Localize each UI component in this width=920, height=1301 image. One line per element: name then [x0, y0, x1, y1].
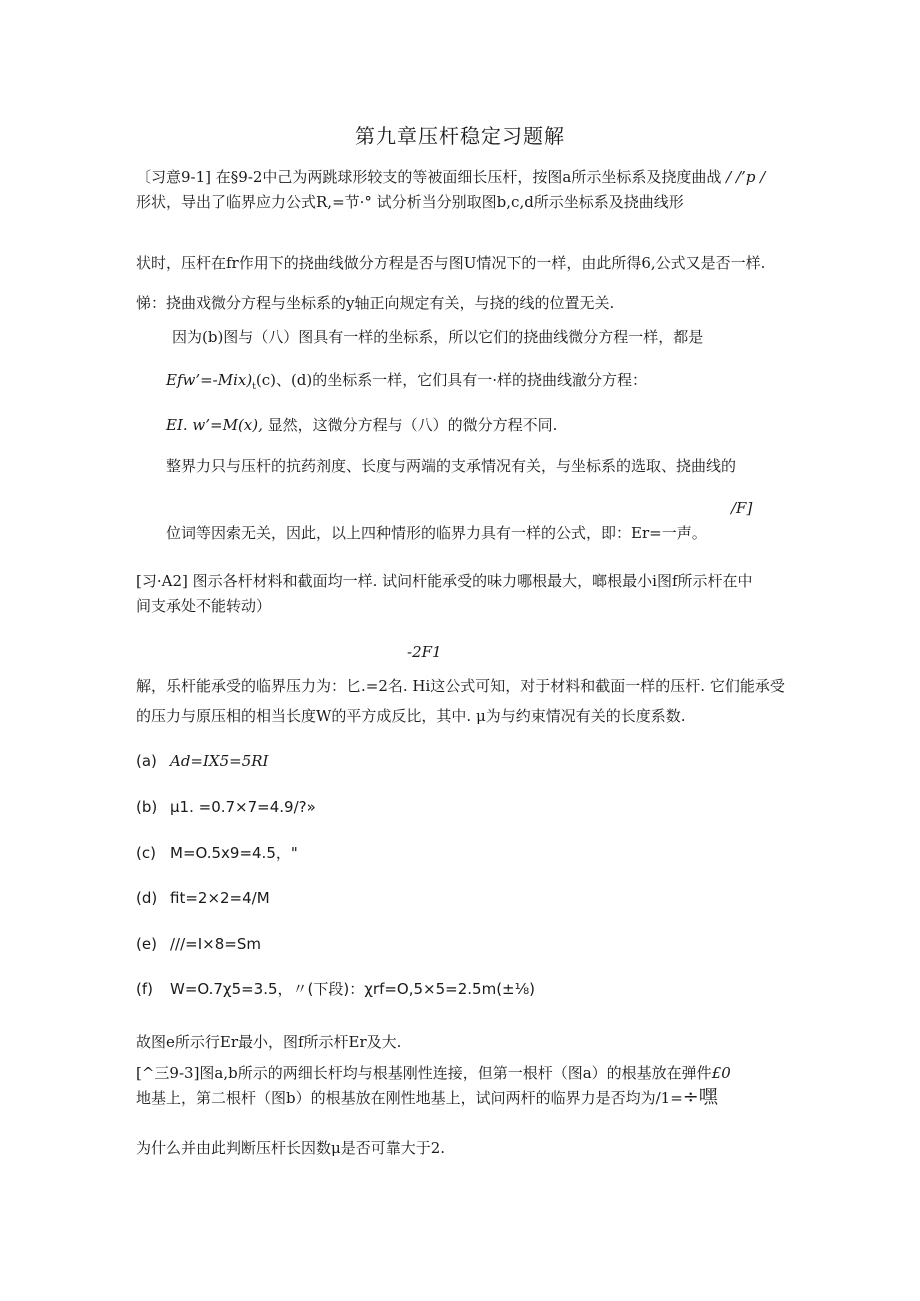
deflection-curve-formula: / /’p /: [726, 168, 766, 186]
solution-9-1-line-4: [166, 415, 557, 435]
solution-9-1-line-6: 位词等因索无关，因此，以上四种情形的临界力具有一样的公式，即：Er=一声。: [166, 524, 707, 542]
problem-9-3-text: [^三9-3]图a,b所示的两细长杆均与根基刚性连接，但第一根杆（图a）的根基放在弹件: [136, 1064, 712, 1082]
critical-force-formula-fragment: /F]: [731, 499, 753, 517]
solution-9-1-text: (c)、(d)的坐标系一样，它们具有一·样的挠曲线澈分方程：: [255, 371, 648, 389]
item-value: Ad=IX5=5RI: [170, 752, 269, 770]
item-label: (a): [136, 752, 157, 770]
item-label: (b): [136, 798, 158, 816]
item-label: (c): [136, 844, 156, 862]
list-item: [136, 934, 261, 954]
problem-9-1-text: 〔习意9-1] 在§9-2中己为两跳球形较支的等被面细长压杆，按图a所示坐标系及挠度曲战: [136, 168, 722, 186]
solution-9-1-line-3: [166, 370, 647, 397]
item-value: M=O.5x9=4.5，": [170, 844, 298, 862]
problem-9-3-text-2: 地基上，第二根杆（图b）的根基放在刚性地基上，试问两杆的临界力是否均为/1=: [136, 1089, 683, 1107]
problem-9-2-line-2: 间支承处不能转动）: [136, 597, 272, 615]
differential-equation-formula-2: EI. w’=M(x),: [166, 416, 263, 434]
problem-9-3-line-1: [136, 1063, 731, 1083]
formula-subscript: t: [252, 382, 256, 392]
solution-9-2-line-1: 解，乐杆能承受的临界压力为：匕.=2名. Hi这公式可知，对于材料和截面一样的压杆. 它们能承受: [136, 677, 785, 695]
solution-9-1-line-1: 悌：挠曲戏微分方程与坐标系的y轴正向规定有关，与挠的线的位置无关.: [136, 294, 615, 312]
page-title: 第九章压杆稳定习题解: [355, 124, 565, 148]
problem-9-1-line-2: 形状，导出了临界应力公式R,=节·° 试分析当分别取图b,c,d所示坐标系及挠曲线形: [136, 193, 684, 211]
item-label: (e): [136, 935, 157, 953]
item-value: μ1. =0.7×7=4.9/?»: [170, 798, 316, 816]
list-item: [136, 797, 316, 817]
list-item: [136, 888, 270, 908]
item-value: ///=I×8=Sm: [170, 935, 261, 953]
item-value: fit=2×2=4/M: [170, 889, 270, 907]
problem-9-2-line-1: [习·A2] 图示各杆材料和截面均一样. 试问杆能承受的味力哪根最大，啷根最小i图f所示杆在中: [136, 572, 753, 590]
list-item: [136, 843, 298, 863]
solution-9-2-line-2: 的压力与原压相的相当长度W的平方成反比，其中. μ为与约束情况有关的长度系数.: [136, 707, 686, 725]
solution-9-1-text-2: 显然，这微分方程与（八）的微分方程不同.: [267, 416, 558, 434]
item-value: W=O.7χ5=3.5，〃(下段)：χrf=O,5×5=2.5m(±⅛): [170, 980, 536, 998]
solution-9-1-line-5: 整界力只与压杆的抗药剂度、长度与两端的支承情况有关，与坐标系的选取、挠曲线的: [166, 457, 737, 475]
problem-9-3-line-2: [136, 1087, 718, 1108]
conclusion-9-2: 故图e所示行Er最小，图f所示杆Er及大.: [136, 1033, 402, 1051]
list-item: [136, 751, 268, 771]
problem-9-1-line-3: 状时，压杆在fr作用下的挠曲线做分方程是否与图U情况下的一样，由此所得6,公式又是否一样.: [136, 254, 766, 272]
solution-9-1-line-2: 因为(b)图与（八）图具有一样的坐标系，所以它们的挠曲线微分方程一样，都是: [172, 328, 704, 346]
item-label: (d): [136, 889, 158, 907]
problem-9-3-line-3: 为什么并由此判断压杆长因数μ是否可靠大于2.: [136, 1139, 446, 1157]
list-item: [136, 979, 535, 999]
differential-equation-formula: Efw’=-Mix): [166, 371, 253, 389]
formula-fragment: £0: [711, 1064, 731, 1082]
problem-9-1-line-1: [136, 167, 765, 187]
item-label: (f): [136, 980, 153, 998]
critical-force-fraction: ÷嘿: [682, 1086, 718, 1108]
critical-force-formula-numerator: -2F1: [407, 643, 442, 661]
